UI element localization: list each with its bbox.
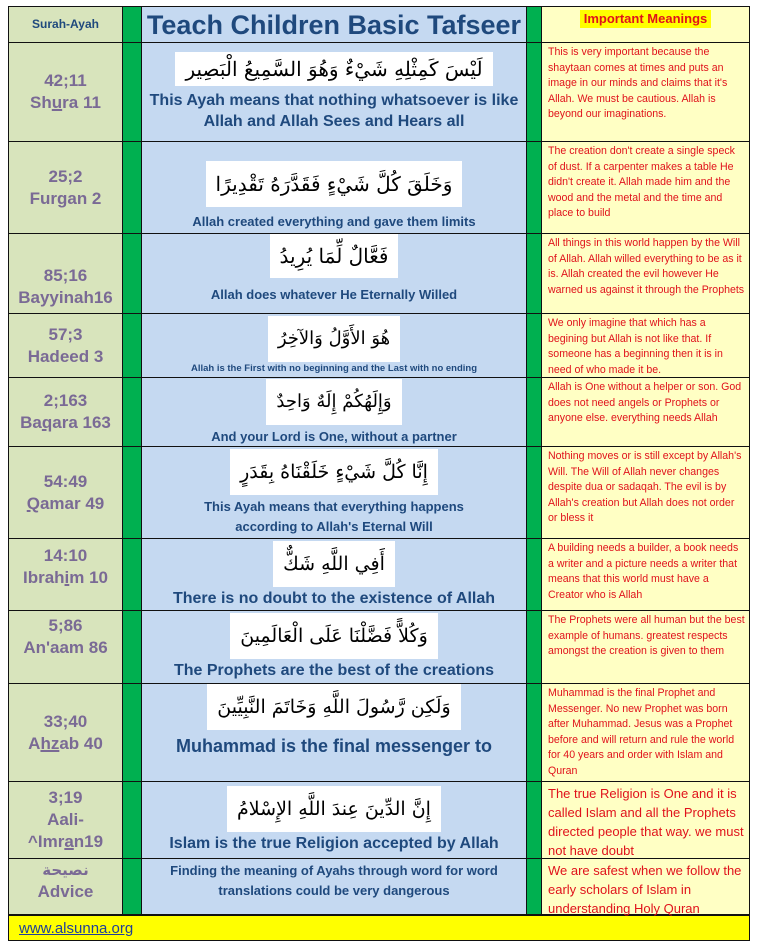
surah-ayah-cell	[8, 234, 123, 313]
important-meaning: Nothing moves or is still except by Allah's Will. The Will of Allah never changes despite dua or sadaqah. The evil is by Allah's creation but Allah does not order or bless it	[542, 447, 750, 538]
ayah-cell	[142, 782, 527, 858]
important-meaning: We are safest when we follow the early scholars of Islam in understanding Holy Quran	[542, 859, 750, 914]
english-meaning: Islam is the true Religion accepted by Allah	[169, 835, 499, 852]
green-divider	[527, 7, 542, 42]
ayah-cell	[142, 447, 527, 538]
green-divider	[123, 314, 142, 377]
surah-ayah-cell	[8, 782, 123, 858]
surah-ayah-cell	[8, 142, 123, 233]
surah-name: Baqara 163	[20, 413, 111, 432]
surah-ayah-cell	[8, 314, 123, 377]
arabic-ayah: وَلَكِن رَّسُولَ اللَّهِ وَخَاتَمَ النَّبِيِّينَ	[207, 684, 460, 730]
green-divider	[123, 234, 142, 313]
table-row	[8, 314, 750, 378]
important-meaning: Muhammad is the final Prophet and Messenger. No new Prophet was born after Muhammad. Jesus was a Prophet before and will return and rule the world for 40 years and order with Islam and Quran	[542, 684, 750, 781]
green-divider	[123, 43, 142, 141]
important-meaning: The Prophets were all human but the best example of humans. greatest respects amongst the creation is given to them	[542, 611, 750, 683]
ayah-ref: 25;2	[48, 166, 83, 186]
surah-name: An'aam 86	[23, 638, 108, 657]
green-divider	[527, 684, 542, 781]
surah-name: Bayyinah16	[18, 288, 113, 307]
green-divider	[527, 539, 542, 610]
advice-arabic: نصيحة	[42, 861, 89, 879]
advice-text: Finding the meaning of Ayahs through word for word translations could be very dangerous	[170, 863, 498, 898]
table-row	[8, 539, 750, 611]
ayah-ref: 54:49	[43, 471, 88, 491]
important-meaning: Allah is One without a helper or son. God does not need angels or Prophets or anyone else. everything needs Allah	[542, 378, 750, 446]
important-meaning: This is very important because the shaytaan comes at times and puts an image in our minds and claims that it's Allah. We must be cautious. Allah is beyond our imaginations.	[542, 43, 750, 141]
table-row	[8, 684, 750, 782]
english-meaning: This Ayah means that everything happens according to Allah's Eternal Will	[204, 498, 464, 534]
green-divider	[123, 142, 142, 233]
table-row	[8, 43, 750, 142]
surah-ayah-cell	[8, 447, 123, 538]
table-row-advice	[8, 859, 750, 916]
arabic-ayah: إِنَّا كُلَّ شَيْءٍ خَلَقْنَاهُ بِقَدَرٍ	[230, 449, 438, 495]
ayah-cell	[142, 234, 527, 313]
surah-ayah-cell	[8, 43, 123, 141]
arabic-ayah: هُوَ الأَوَّلُ وَالآخِرُ	[268, 316, 400, 362]
green-divider	[527, 859, 542, 914]
important-meaning: The true Religion is One and it is called Islam and all the Prophets directed people that way. we must not have doubt	[542, 782, 750, 858]
english-meaning: This Ayah means that nothing whatsoever is like Allah and Allah Sees and Hears all	[149, 92, 519, 130]
ayah-ref: 85;16	[43, 266, 88, 285]
green-divider	[527, 234, 542, 313]
arabic-ayah: لَيْسَ كَمِثْلِهِ شَيْءٌ وَهُوَ السَّمِيعُ الْبَصِير	[175, 52, 492, 86]
ayah-ref: 2;163	[43, 391, 88, 410]
green-divider	[527, 611, 542, 683]
important-meaning: All things in this world happen by the Will of Allah. Allah willed everything to be as it is. Allah created the evil however He warned us against it through the Prophets	[542, 234, 750, 313]
green-divider	[123, 611, 142, 683]
page-title: Teach Children Basic Tafseer	[146, 9, 522, 40]
english-meaning: Allah created everything and gave them limits	[192, 214, 476, 229]
green-divider	[527, 378, 542, 446]
arabic-ayah: فَعَّالٌ لِّمَا يُرِيدُ	[270, 234, 399, 278]
arabic-ayah: وَخَلَقَ كُلَّ شَيْءٍ فَقَدَّرَهُ تَقْدِيرًا	[206, 161, 463, 207]
arabic-ayah: وَكُلاًّ فَضَّلْنَا عَلَى الْعَالَمِينَ	[230, 613, 438, 659]
surah-name: Hadeed 3	[27, 346, 104, 366]
surah-name: Furgan 2	[29, 188, 102, 208]
surah-name: Aali- ^Imran19	[27, 810, 104, 851]
arabic-ayah: وَإِلَهُكُمْ إِلَهٌ وَاحِدٌ	[266, 379, 401, 425]
green-divider	[123, 7, 142, 42]
arabic-ayah: أَفِي اللَّهِ شَكٌّ	[273, 541, 395, 587]
ayah-cell	[142, 314, 527, 377]
important-meaning: A building needs a builder, a book needs a writer and a picture needs a writer that means that this world must have a Creator who is Allah	[542, 539, 750, 610]
tafseer-table	[8, 6, 750, 941]
ayah-ref: 33;40	[43, 711, 88, 731]
ayah-cell	[142, 684, 527, 781]
english-meaning: The Prophets are the best of the creations	[173, 662, 495, 679]
ayah-ref: 14:10	[43, 546, 88, 565]
green-divider	[527, 43, 542, 141]
header-row	[8, 6, 750, 43]
surah-ayah-cell	[8, 611, 123, 683]
advice-label-cell	[8, 859, 123, 914]
green-divider	[123, 684, 142, 781]
green-divider	[123, 447, 142, 538]
english-meaning: Allah is the First with no beginning and the Last with no ending	[190, 362, 478, 374]
table-row	[8, 447, 750, 539]
green-divider	[527, 314, 542, 377]
ayah-ref: 42;11	[44, 71, 87, 90]
surah-ayah-cell	[8, 378, 123, 446]
surah-ayah-cell	[8, 684, 123, 781]
surah-name: Qamar 49	[26, 493, 105, 513]
ayah-cell	[142, 142, 527, 233]
ayah-cell	[142, 611, 527, 683]
english-meaning: Muhammad is the final messenger to	[175, 736, 493, 756]
advice-cell	[142, 859, 527, 914]
surah-name: Shura 11	[30, 93, 101, 112]
green-divider	[527, 142, 542, 233]
green-divider	[123, 539, 142, 610]
green-divider	[123, 859, 142, 914]
table-row	[8, 611, 750, 684]
ayah-ref: 3;19	[48, 788, 83, 807]
english-meaning: There is no doubt to the existence of Allah	[172, 589, 496, 607]
ayah-cell	[142, 378, 527, 446]
header-surah-ayah: Surah-Ayah	[8, 7, 123, 42]
table-row	[8, 142, 750, 234]
green-divider	[123, 378, 142, 446]
english-meaning: And your Lord is One, without a partner	[211, 429, 457, 444]
website-link[interactable]: www.alsunna.org	[19, 919, 134, 937]
green-divider	[527, 782, 542, 858]
green-divider	[123, 782, 142, 858]
green-divider	[527, 447, 542, 538]
table-row	[8, 234, 750, 314]
surah-ayah-cell	[8, 539, 123, 610]
footer-bar	[8, 916, 750, 941]
surah-name: Ahzab 40	[28, 733, 103, 753]
ayah-cell	[142, 43, 527, 141]
ayah-ref: 5;86	[48, 616, 83, 635]
ayah-ref: 57;3	[48, 324, 83, 344]
advice-label: Advice	[37, 882, 94, 901]
table-row	[8, 782, 750, 859]
arabic-ayah: إِنَّ الدِّينَ عِندَ اللَّهِ الإِسْلامُ	[227, 786, 441, 832]
important-meaning: We only imagine that which has a begining but Allah is not like that. If someone has a beginning then it is in need of who made it be.	[542, 314, 750, 377]
ayah-cell	[142, 539, 527, 610]
header-important-meanings: Important Meanings	[580, 10, 712, 28]
surah-name: Ibrahim 10	[22, 568, 109, 587]
english-meaning: Allah does whatever He Eternally Willed	[210, 287, 458, 302]
table-row	[8, 378, 750, 447]
important-meaning: The creation don't create a single speck of dust. If a carpenter makes a table He didn't create it. Allah made him and the wood and the metal and the time and place to build	[542, 142, 750, 233]
